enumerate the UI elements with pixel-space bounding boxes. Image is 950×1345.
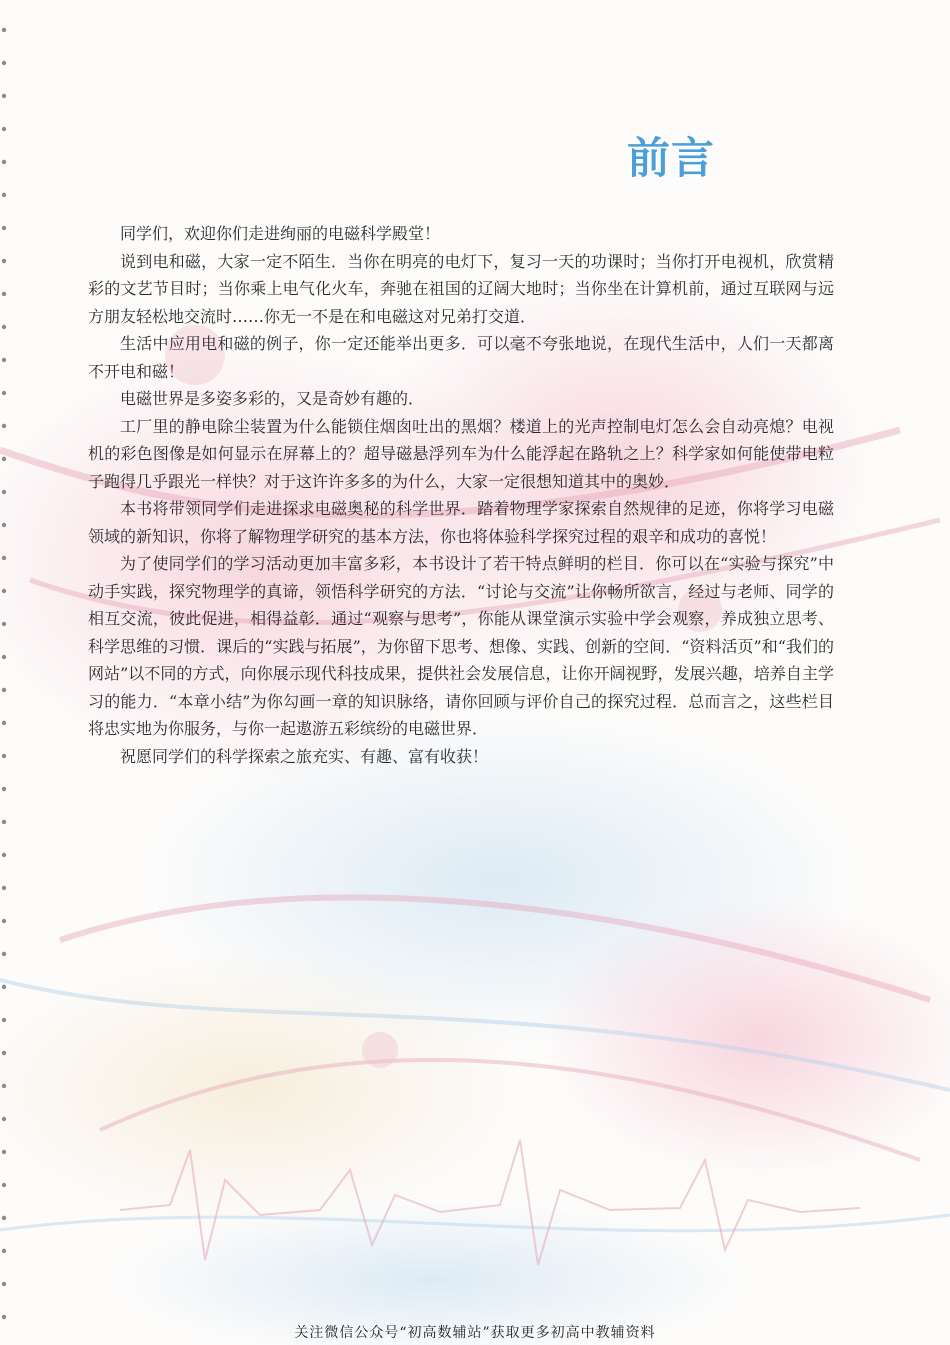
binding-hole — [2, 1150, 6, 1154]
binding-hole — [2, 754, 6, 758]
binding-hole — [2, 1216, 6, 1220]
binding-hole — [2, 556, 6, 560]
binding-hole — [2, 721, 6, 725]
binding-hole — [2, 655, 6, 659]
binding-hole — [2, 688, 6, 692]
binding-hole — [2, 1315, 6, 1319]
binding-hole — [2, 292, 6, 296]
paragraph: 祝愿同学们的科学探索之旅充实、有趣、富有收获！ — [120, 746, 489, 766]
binding-hole — [2, 820, 6, 824]
binding-hole — [2, 259, 6, 263]
binding-hole — [2, 358, 6, 362]
binding-hole — [2, 61, 6, 65]
binding-hole — [2, 391, 6, 395]
binding-hole — [2, 952, 6, 956]
binding-hole — [2, 985, 6, 989]
binding-hole — [2, 424, 6, 428]
binding-hole — [2, 127, 6, 131]
paragraph: 本书将带领同学们走进探求电磁奥秘的科学世界．踏着物理学家探索自然规律的足迹，你将学习电磁领域的新知识，你将了解物理学研究的基本方法，你也将体验科学探究过程的艰辛和成功的喜悦！ — [88, 499, 834, 546]
paragraph: 说到电和磁，大家一定不陌生．当你在明亮的电灯下，复习一天的功课时；当你打开电视机，欣赏精彩的文艺节目时；当你乘上电气化火车，奔驰在祖国的辽阔大地时；当你坐在计算机前，通过互联网与远方朋友轻松地交流时……你无一不是在和电磁这对兄弟打交道． — [88, 251, 834, 326]
binding-hole — [2, 589, 6, 593]
binding-hole — [2, 325, 6, 329]
binding-hole — [2, 28, 6, 32]
binding-holes — [0, 0, 14, 1345]
preface-body — [88, 220, 834, 770]
binding-hole — [2, 622, 6, 626]
binding-hole — [2, 1183, 6, 1187]
binding-hole — [2, 160, 6, 164]
paragraph: 为了使同学们的学习活动更加丰富多彩，本书设计了若干特点鲜明的栏目．你可以在“实验与探究”中动手实践，探究物理学的真谛，领悟科学研究的方法．“讨论与交流”让你畅所欲言，经过与老师、同学的相互交流，彼此促进，相得益彰．通过“观察与思考”，你能从课堂演示实验中学会观察，养成独立思考、科学思维的习惯．课后的“实践与拓展”，为你留下思考、想像、实践、创新的空间．“资料活页”和“我们的网站”以不同的方式，向你展示现代科技成果，提供社会发展信息，让你开阔视野，发展兴趣，培养自主学习的能力．“本章小结”为你勾画一章的知识脉络，请你回顾与评价自己的探究过程．总而言之，这些栏目将忠实地为你服务，与你一起遨游五彩缤纷的电磁世界． — [88, 554, 834, 738]
binding-hole — [2, 787, 6, 791]
binding-hole — [2, 1018, 6, 1022]
binding-hole — [2, 919, 6, 923]
paragraph: 生活中应用电和磁的例子，你一定还能举出更多．可以毫不夸张地说，在现代生活中，人们一天都离不开电和磁！ — [88, 334, 834, 381]
paragraph: 电磁世界是多姿多彩的，又是奇妙有趣的． — [120, 389, 425, 408]
binding-hole — [2, 1117, 6, 1121]
binding-hole — [2, 886, 6, 890]
binding-hole — [2, 1249, 6, 1253]
binding-hole — [2, 1051, 6, 1055]
binding-hole — [2, 94, 6, 98]
paragraph: 同学们，欢迎你们走进绚丽的电磁科学殿堂！ — [120, 224, 441, 243]
binding-hole — [2, 1282, 6, 1286]
binding-hole — [2, 523, 6, 527]
footer-note: 关注微信公众号“初高数辅站”获取更多初高中教辅资料 — [294, 1325, 656, 1341]
binding-hole — [2, 457, 6, 461]
binding-hole — [2, 853, 6, 857]
binding-hole — [2, 490, 6, 494]
paragraph: 工厂里的静电除尘装置为什么能锁住烟囱吐出的黑烟？楼道上的光声控制电灯怎么会自动亮熄？电视机的彩色图像是如何显示在屏幕上的？超导磁悬浮列车为什么能浮起在路轨之上？科学家如何能使带电粒子跑得几乎跟光一样快？对于这许许多多的为什么，大家一定很想知道其中的奥妙． — [88, 416, 834, 491]
binding-hole — [2, 1084, 6, 1088]
page-title: 前言 — [627, 133, 715, 184]
binding-hole — [2, 226, 6, 230]
binding-hole — [2, 193, 6, 197]
